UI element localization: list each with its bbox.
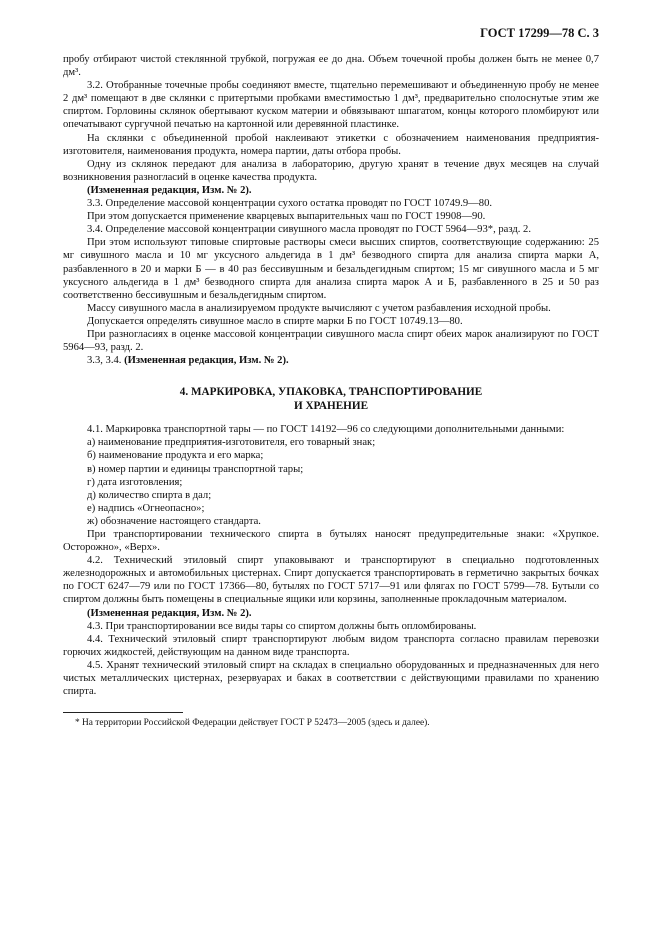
paragraph: 4.4. Технический этиловый спирт транспортируют любым видом транспорта согласно правилам перевозки горючих жидкостей, действующим на данном виде транспорта. [63, 633, 599, 658]
list-item: в) номер партии и единицы транспортной тары; [87, 463, 304, 475]
paragraph: При транспортировании технического спирта в бутылях наносят предупредительные знаки: «Хрупкое. Осторожно», «Верх». [63, 529, 599, 554]
revision-note: (Измененная редакция, Изм. № 2). [87, 184, 252, 196]
paragraph: Массу сивушного масла в анализируемом продукте вычисляют с учетом разбавления исходной пробы. [87, 302, 551, 314]
list-item: ж) обозначение настоящего стандарта. [87, 515, 261, 527]
revision-note-combined [63, 354, 599, 367]
page-header: ГОСТ 17299—78 С. 3 [480, 26, 599, 40]
paragraph: 4.2. Технический этиловый спирт упаковывают и транспортируют в специально подготовленных железнодорожных и автомобильных цистернах. Спирт допускается транспортировать в герметично закрытых бочках по ГОСТ 6247—79 или по ГОСТ 17366—80, бутылях по ГОСТ 5717—91 или флягах по ГОСТ 5799—78. Бутыли со спиртом должны быть помещены в специальные ящики или корзины, заполненные прокладочным материалом. [63, 555, 599, 606]
list-item: а) наименование предприятия-изготовителя, его товарный знак; [87, 437, 376, 449]
paragraph: 3.2. Отобранные точечные пробы соединяют вместе, тщательно перемешивают и объединенную пробу не менее 2 дм³ помещают в две склянки с притертыми пробками вместимостью 1 дм³, предварительно сполоснутые этим же спиртом. Горловины склянок обертывают куском материи и обвязывают шпагатом, концы которого пломбируют или опечатывают сургучной печатью на картонной или деревянной пластинке. [63, 80, 599, 131]
list-item: б) наименование продукта и его марка; [87, 450, 264, 462]
list-item: е) надпись «Огнеопасно»; [87, 502, 205, 514]
list-item: г) дата изготовления; [87, 476, 183, 488]
paragraph: 4.1. Маркировка транспортной тары — по ГОСТ 14192—96 со следующими дополнительными данными: [87, 424, 565, 436]
section-title [63, 385, 599, 413]
revision-note: (Измененная редакция, Изм. № 2). [124, 355, 289, 367]
section-title-line: 4. МАРКИРОВКА, УПАКОВКА, ТРАНСПОРТИРОВАНИЕ [179, 386, 483, 399]
paragraph: 3.4. Определение массовой концентрации сивушного масла проводят по ГОСТ 5964—93*, разд. 2. [87, 224, 531, 236]
paragraph: 3.3. Определение массовой концентрации сухого остатка проводят по ГОСТ 10749.9—80. [87, 198, 493, 210]
revision-note: (Измененная редакция, Изм. № 2). [87, 607, 252, 619]
revision-note-prefix: 3.3, 3.4. [87, 355, 125, 367]
list-item: д) количество спирта в дал; [87, 489, 212, 501]
paragraph: Допускается определять сивушное масло в спирте марки Б по ГОСТ 10749.13—80. [87, 315, 463, 327]
section-title-line: И ХРАНЕНИЕ [293, 400, 369, 413]
footnote-divider [63, 712, 183, 713]
paragraph: пробу отбирают чистой стеклянной трубкой, погружая ее до дна. Объем точечной пробы должен быть не менее 0,7 дм³. [63, 54, 599, 79]
paragraph: При разногласиях в оценке массовой концентрации сивушного масла спирт обеих марок анализируют по ГОСТ 5964—93, разд. 2. [63, 328, 599, 354]
paragraph: 4.3. При транспортировании все виды тары со спиртом должны быть опломбированы. [87, 620, 477, 632]
footnote: * На территории Российской Федерации действует ГОСТ Р 52473—2005 (здесь и далее). [75, 718, 430, 729]
paragraph: Одну из склянок передают для анализа в лабораторию, другую хранят в течение двух месяцев на случай возникновения разногласий в оценке качества продукта. [63, 158, 599, 183]
paragraph: При этом используют типовые спиртовые растворы смеси высших спиртов, соответствующие содержанию: 25 мг сивушного масла и 10 мг уксусного альдегида в 1 дм³ безводного спирта для анализа спирта марки А, разбавленного в 20 и марки Б — в 40 раз бессивушным и безальдегидным спиртом; 15 мг сивушного масла и 5 мг уксусного альдегида в 1 дм³ безводного спирта для анализа спирта марок А и Б, разбавленного в 25 и 50 раз соответственно бессивушным и безальдегидным спиртом. [63, 237, 599, 301]
paragraph: 4.5. Хранят технический этиловый спирт на складах в специально оборудованных и предназначенных для него чистых металлических цистернах, резервуарах и баках в соответствии с действующими правилами по хранению спирта. [63, 659, 599, 698]
paragraph: При этом допускается применение кварцевых выпарительных чаш по ГОСТ 19908—90. [87, 211, 486, 223]
document-page [63, 26, 599, 729]
paragraph: На склянки с объединенной пробой наклеивают этикетки с обозначением наименования предприятия-изготовителя, наименования продукта, номера партии, даты отбора пробы. [63, 132, 599, 157]
